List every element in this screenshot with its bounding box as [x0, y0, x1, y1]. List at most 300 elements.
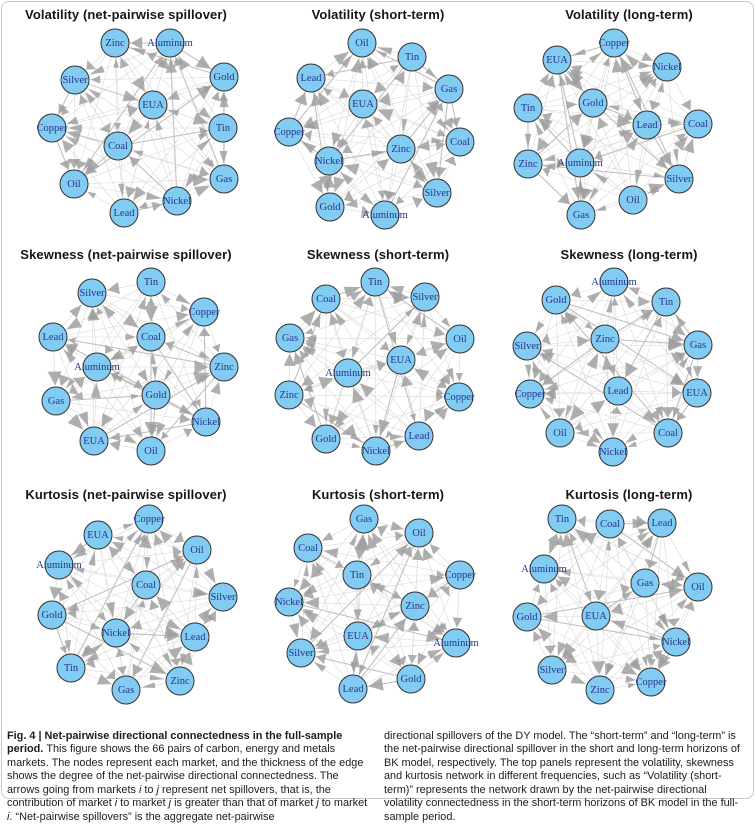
edge-arrowhead	[572, 49, 586, 56]
node-label: Lead	[342, 683, 364, 695]
edge-arrowhead	[123, 314, 139, 328]
edge-arrowhead	[113, 536, 123, 542]
panel-title: Skewness (short-term)	[306, 247, 450, 262]
edge-arrowhead	[535, 321, 544, 333]
node-label: Aluminum	[36, 559, 82, 571]
edge-arrowhead	[197, 138, 211, 151]
node-label: Gold	[582, 97, 604, 109]
edge-arrowhead	[137, 369, 147, 382]
edge-arrowhead	[685, 366, 692, 378]
node-label: Copper	[635, 676, 667, 688]
node-label: Gold	[400, 673, 422, 685]
network-node	[684, 331, 712, 359]
edge-arrowhead	[194, 360, 208, 374]
edge-arrowhead	[377, 525, 388, 537]
edge-arrowhead	[606, 297, 612, 313]
node-label: Oil	[691, 581, 705, 593]
network-node	[546, 419, 574, 447]
node-label: Oil	[355, 37, 369, 49]
edge-arrowhead	[294, 579, 300, 588]
edge-arrowhead	[587, 353, 599, 369]
network-node	[444, 383, 475, 411]
network-node	[361, 268, 389, 296]
panel-title: Kurtosis (net-pairwise spillover)	[25, 487, 227, 502]
edge-arrowhead	[539, 406, 550, 420]
node-label: Zinc	[279, 389, 299, 401]
network-node	[275, 381, 303, 409]
edge-arrowhead	[144, 120, 149, 129]
edge-arrowhead	[626, 433, 637, 443]
node-label: Nickel	[192, 416, 220, 428]
edge-line	[326, 299, 401, 360]
network-node	[591, 268, 637, 296]
network-node	[287, 639, 315, 667]
edge-arrowhead	[344, 164, 360, 176]
network-node	[397, 665, 425, 693]
network-node	[112, 676, 140, 704]
network-node	[446, 128, 474, 156]
node-label: Silver	[666, 173, 692, 185]
network-node	[604, 377, 632, 405]
node-label: Copper	[444, 569, 476, 581]
network-node	[567, 201, 595, 229]
edge-arrowhead	[553, 408, 566, 417]
node-label: Gas	[355, 513, 373, 525]
edge-arrowhead	[128, 119, 143, 135]
edge-arrowhead	[323, 548, 338, 558]
network-node	[538, 656, 566, 684]
node-label: Gold	[145, 389, 167, 401]
node-label: Zinc	[105, 37, 125, 49]
node-label: Oil	[453, 333, 467, 345]
edge-arrowhead	[360, 383, 375, 397]
edge-arrowhead	[68, 337, 76, 344]
edge-arrowhead	[139, 201, 149, 209]
edge-arrowhead	[456, 373, 463, 381]
node-label: Gas	[689, 339, 707, 351]
panel-skewness-long-term	[503, 240, 755, 480]
node-label: Aluminum	[147, 37, 193, 49]
network-node	[60, 170, 88, 198]
network-graph	[0, 480, 252, 720]
node-label: Silver	[288, 647, 314, 659]
edge-arrowhead	[611, 621, 626, 630]
edge-arrowhead	[304, 130, 312, 141]
figure-caption-left: Fig. 4 | Net-pairwise directional connectedness in the full-sample period. This figure shows the 66 pairs of carbon, energy and metals markets. The nodes represent each market, and the thickness of the edge shows the degree of the net-pairwise directional connectedness. The arrows going from markets i to j represent net spillovers, that is, the contribution of market i to market j is greater than that of market j to market i. “Net-pairwise spillovers” is the aggregate net-pairwise	[7, 729, 368, 823]
edge-arrowhead	[401, 375, 413, 387]
network-node	[294, 534, 322, 562]
node-label: EUA	[546, 54, 568, 66]
edge-arrowhead	[410, 413, 416, 421]
network-node	[344, 622, 372, 650]
node-label: Oil	[626, 194, 640, 206]
node-label: Nickel	[102, 627, 130, 639]
network-node	[514, 150, 542, 178]
edge-arrowhead	[173, 531, 184, 543]
panel-volatility-long-term	[503, 0, 755, 240]
network-node	[665, 165, 693, 193]
edge-arrowhead	[611, 297, 618, 305]
network-graph	[503, 0, 755, 240]
node-label: Nickel	[275, 596, 303, 608]
network-node	[684, 573, 712, 601]
edge-arrowhead	[628, 441, 637, 447]
network-node	[591, 325, 619, 353]
edge-arrowhead	[91, 382, 101, 398]
network-node	[423, 179, 451, 207]
node-label: Tin	[215, 122, 231, 134]
network-node	[78, 279, 106, 307]
edge-arrowhead	[603, 58, 610, 67]
network-node	[543, 46, 571, 74]
node-label: Silver	[79, 287, 105, 299]
panel-volatility-net-pairwise	[0, 0, 252, 240]
node-label: Gold	[319, 201, 341, 213]
edge-arrowhead	[67, 116, 79, 124]
panel-kurtosis-long-term	[503, 480, 755, 720]
node-label: Tin	[349, 569, 365, 581]
edge-arrowhead	[675, 314, 686, 327]
node-label: Aluminum	[591, 276, 637, 288]
node-label: Aluminum	[362, 209, 408, 221]
node-label: Gas	[440, 83, 458, 95]
network-node	[38, 601, 66, 629]
edge-arrowhead	[666, 618, 680, 627]
node-label: Gas	[572, 209, 590, 221]
network-node	[405, 422, 433, 450]
network-graph	[252, 480, 504, 720]
edge-line	[326, 297, 425, 299]
edge-arrowhead	[412, 197, 423, 209]
network-node	[275, 588, 303, 616]
edge-arrowhead	[109, 440, 120, 451]
network-node	[348, 29, 376, 57]
edge-arrowhead	[305, 328, 314, 335]
network-node	[209, 583, 237, 611]
edge-arrowhead	[141, 682, 155, 688]
edge-arrowhead	[571, 674, 586, 684]
node-label: Nickel	[599, 446, 627, 458]
panel-title: Skewness (net-pairwise spillover)	[20, 247, 232, 262]
network-node	[579, 89, 607, 117]
node-label: Copper	[514, 388, 546, 400]
edge-arrowhead	[444, 156, 456, 166]
edge-arrowhead	[525, 134, 532, 149]
network-node	[684, 110, 712, 138]
node-label: Coal	[450, 136, 470, 148]
node-label: Gold	[545, 294, 567, 306]
node-label: Nickel	[163, 195, 191, 207]
node-label: Gas	[117, 684, 135, 696]
network-node	[435, 75, 463, 103]
edge-arrowhead	[323, 88, 332, 97]
edge-arrowhead	[370, 557, 381, 566]
network-graph	[0, 0, 252, 240]
edge-arrowhead	[661, 407, 675, 417]
panel-title: Skewness (long-term)	[560, 247, 698, 262]
network-graph	[252, 0, 504, 240]
node-label: Copper	[133, 513, 165, 525]
node-label: Copper	[443, 391, 475, 403]
network-node	[57, 654, 85, 682]
node-label: Aluminum	[325, 367, 371, 379]
node-label: Coal	[108, 140, 128, 152]
edge-arrowhead	[88, 550, 95, 566]
node-label: Gas	[47, 395, 65, 407]
network-node	[445, 561, 476, 589]
node-label: Oil	[67, 178, 81, 190]
node-label: Oil	[144, 445, 158, 457]
edge-arrowhead	[351, 442, 360, 448]
edge-arrowhead	[86, 60, 96, 70]
edge-arrowhead	[204, 568, 216, 584]
network-node	[599, 29, 630, 57]
edge-arrowhead	[439, 586, 449, 596]
node-label: Lead	[408, 430, 430, 442]
network-node	[513, 603, 541, 631]
edge-arrowhead	[681, 99, 691, 110]
edge-arrowhead	[368, 677, 383, 690]
network-node	[654, 419, 682, 447]
node-label: Lead	[42, 331, 64, 343]
edge-arrowhead	[180, 413, 191, 423]
network-node	[297, 64, 325, 92]
network-graph	[252, 240, 504, 480]
node-label: Silver	[62, 74, 88, 86]
network-node	[134, 505, 165, 533]
edge-arrowhead	[408, 621, 419, 631]
network-node	[401, 592, 429, 620]
network-node	[210, 165, 238, 193]
network-node	[315, 147, 343, 175]
node-label: Coal	[298, 542, 318, 554]
edge-arrowhead	[130, 48, 146, 56]
node-label: EUA	[142, 99, 164, 111]
node-label: EUA	[83, 435, 105, 447]
edge-arrowhead	[408, 655, 418, 664]
network-node	[189, 298, 220, 326]
node-label: Copper	[273, 126, 305, 138]
edge-arrowhead	[150, 675, 165, 681]
panel-title: Volatility (long-term)	[565, 7, 693, 22]
edge-arrowhead	[210, 382, 220, 395]
network-node	[387, 346, 415, 374]
network-node	[61, 66, 89, 94]
network-node	[542, 286, 570, 314]
node-label: Gas	[281, 332, 299, 344]
network-node	[362, 437, 390, 465]
edge-arrowhead	[671, 565, 685, 578]
figure-caption	[0, 719, 755, 835]
node-label: Coal	[136, 579, 156, 591]
network-node	[210, 63, 238, 91]
node-label: EUA	[686, 387, 708, 399]
node-label: Gold	[213, 71, 235, 83]
network-node	[312, 285, 340, 313]
network-node	[183, 536, 211, 564]
network-node	[652, 288, 680, 316]
network-node	[316, 193, 344, 221]
network-node	[139, 91, 167, 119]
edge-arrowhead	[414, 368, 429, 381]
edge-arrowhead	[175, 319, 190, 328]
edge-arrowhead	[635, 169, 642, 184]
edge-arrowhead	[303, 563, 309, 576]
edge-arrowhead	[107, 282, 120, 294]
network-node	[339, 675, 367, 703]
edge-arrowhead	[441, 317, 450, 327]
edge-arrowhead	[642, 656, 647, 667]
panel-title: Volatility (short-term)	[311, 7, 445, 22]
network-node	[582, 602, 610, 630]
node-label: Nickel	[662, 636, 690, 648]
network-node	[166, 667, 194, 695]
network-node	[312, 425, 340, 453]
edge-arrowhead	[693, 366, 702, 377]
network-node	[586, 676, 614, 704]
edge-arrowhead	[525, 365, 531, 379]
network-node	[142, 381, 170, 409]
node-label: Zinc	[518, 158, 538, 170]
network-node	[101, 29, 129, 57]
edge-arrowhead	[302, 141, 317, 153]
node-label: Silver	[514, 340, 540, 352]
node-label: Gold	[516, 611, 538, 623]
edge-arrowhead	[543, 154, 556, 161]
edge-arrowhead	[147, 298, 156, 307]
node-label: Copper	[36, 122, 68, 134]
network-node	[42, 387, 70, 415]
edge-arrowhead	[344, 190, 355, 202]
edge-arrowhead	[97, 612, 106, 622]
panel-title: Kurtosis (long-term)	[565, 487, 693, 502]
node-label: Aluminum	[74, 361, 120, 373]
edge-arrowhead	[310, 179, 322, 194]
network-node	[80, 427, 108, 455]
node-label: Gas	[636, 577, 654, 589]
network-node	[633, 111, 661, 139]
network-node	[405, 519, 433, 547]
edge-arrowhead	[453, 617, 463, 627]
edge-arrowhead	[195, 56, 211, 69]
network-node	[631, 569, 659, 597]
edge-arrowhead	[87, 192, 96, 199]
edge-arrowhead	[390, 521, 404, 531]
edge-arrowhead	[314, 662, 326, 672]
network-node	[39, 323, 67, 351]
edge-arrowhead	[176, 294, 191, 305]
edge-arrowhead	[628, 683, 636, 689]
edge-arrowhead	[138, 297, 146, 311]
edge-arrowhead	[131, 37, 143, 49]
network-node	[411, 283, 439, 311]
network-node	[683, 379, 711, 407]
network-node	[648, 509, 676, 537]
node-label: Zinc	[214, 361, 234, 373]
node-label: Lead	[300, 72, 322, 84]
network-node	[209, 114, 237, 142]
node-label: Coal	[658, 427, 678, 439]
network-node	[599, 438, 627, 466]
network-node	[662, 628, 690, 656]
network-node	[548, 505, 576, 533]
edge-arrowhead	[681, 561, 690, 574]
edge-arrowhead	[673, 149, 678, 164]
network-node	[619, 186, 647, 214]
node-label: Tin	[554, 513, 570, 525]
node-label: EUA	[390, 354, 412, 366]
node-label: Coal	[141, 331, 161, 343]
node-label: Aluminum	[557, 157, 603, 169]
panel-skewness-net-pairwise	[0, 240, 252, 480]
edge-arrowhead	[593, 589, 606, 600]
node-label: Silver	[210, 591, 236, 603]
edge-arrowhead	[577, 516, 586, 528]
network-node	[636, 668, 667, 696]
network-node	[192, 408, 220, 436]
network-node	[210, 353, 238, 381]
network-node	[163, 187, 191, 215]
edge-arrowhead	[393, 440, 405, 449]
network-node	[596, 510, 624, 538]
edge-arrowhead	[316, 653, 326, 664]
edge-arrowhead	[638, 296, 650, 307]
node-label: Coal	[688, 118, 708, 130]
edge-arrowhead	[131, 620, 143, 630]
edge-arrowhead	[373, 425, 379, 436]
edge-arrowhead	[349, 533, 357, 546]
node-label: Silver	[412, 291, 438, 303]
network-node	[343, 561, 371, 589]
edge-arrowhead	[161, 294, 170, 304]
edge-arrowhead	[109, 433, 120, 441]
node-label: Copper	[598, 37, 630, 49]
edge-arrowhead	[106, 602, 115, 618]
network-node	[102, 619, 130, 647]
edge-arrowhead	[144, 306, 158, 321]
edge-arrowhead	[183, 428, 192, 437]
network-graph	[503, 480, 755, 720]
node-label: Coal	[316, 293, 336, 305]
node-label: Oil	[190, 544, 204, 556]
network-node	[398, 43, 426, 71]
edge-arrowhead	[611, 406, 622, 414]
edge-arrowhead	[352, 346, 359, 358]
edge-arrowhead	[105, 344, 114, 353]
node-label: EUA	[87, 529, 109, 541]
node-label: Aluminum	[521, 563, 567, 575]
edge-arrowhead	[323, 409, 329, 424]
node-label: Nickel	[653, 61, 681, 73]
edge-arrowhead	[373, 116, 383, 127]
node-label: Tin	[63, 662, 79, 674]
edge-arrowhead	[322, 532, 334, 541]
edge-arrowhead	[304, 414, 316, 427]
edge-arrowhead	[596, 205, 607, 211]
node-label: Oil	[553, 427, 567, 439]
network-node	[362, 201, 408, 229]
edge-arrowhead	[144, 557, 151, 570]
network-node	[387, 135, 415, 163]
edge-arrowhead	[69, 384, 79, 395]
edge-arrowhead	[589, 187, 599, 201]
network-node	[349, 90, 377, 118]
network-node	[137, 323, 165, 351]
network-node	[137, 437, 165, 465]
edge-arrowhead	[350, 58, 362, 73]
edge-arrowhead	[418, 653, 427, 665]
node-label: Nickel	[362, 445, 390, 457]
